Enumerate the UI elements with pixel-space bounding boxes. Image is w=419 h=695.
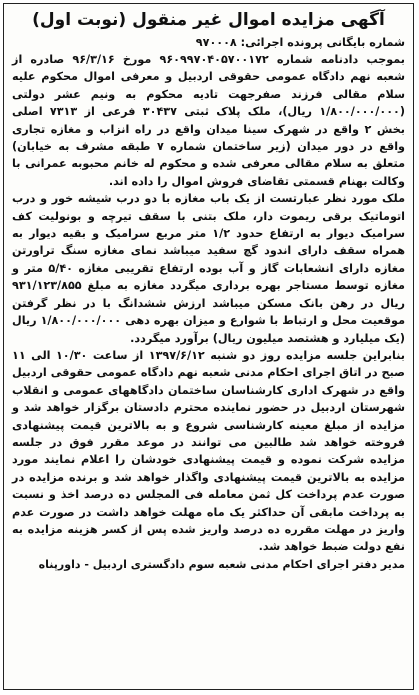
notice-paragraph-property-description: ملک مورد نظر عبارتست از یک باب مغازه با دو درب شیشه خور و درب اتوماتیک برقی ریموت دار، ملک بتنی با سقف تیرچه و بونولیت کف سرامیک دیوار به ارتفاع حدود ۱/۲ متر مربع سرامیک و بقیه دیوار به همراه سقف دارای اندود گچ سفید میباشد نمای مغازه سنگ تراورتن مغازه دارای انشعابات گاز و آب بوده ارتفاع تقریبی مغازه ۵/۴۰ متر و مغازه توسط مستاجر بهره برداری میگردد مغازه به مبلغ ۹۳۱/۱۲۳/۸۵۵ ریال در رهن بانک مسکن میباشد ارزش ششدانگ با در نظر گرفتن موقعیت محل و ارتباط با شوارع و میزان بهره دهی ۱/۸۰۰/۰۰۰/۰۰۰ ریال (یک میلیارد و هشتصد میلیون ریال) برآورد میگردد. [12, 192, 406, 345]
notice-title: آگهی مزایده اموال غیر منقول (نوبت اول) [32, 10, 385, 30]
notice-paragraph-auction-terms: بنابراین جلسه مزایده روز دو شنبه ۱۳۹۷/۶/۱۲ از ساعت ۱۰/۳۰ الی ۱۱ صبح در اتاق اجرای احکام مدنی شعبه نهم دادگاه عمومی حقوقی اردبیل واقع در شهرک اداری کارشناسان ساختمان دادگاههای عمومی و انقلاب شهرستان اردبیل در حضور نماینده محترم دادستان برگزار خواهد شد و مزایده از مبلغ معینه کارشناسی شروع و به بالاترین قیمت پیشنهادی فروخته خواهد شد طالبین می توانند در موعد مقرر فوق در جلسه مزایده شرکت نموده و قیمت پیشنهادی خودشان را اعلام نمایند مورد مزایده به بالاترین قیمت پیشنهادی واگذار خواهد شد و برنده مزایده در صورت عدم پرداخت کل ثمن معامله فی المجلس ده درصد اخذ و نسبت به پرداخت مابقی آن حداکثر یک ماه مهلت خواهد داشت در صورت عدم واریز در مهلت مقرره ده درصد واریز شده پس از کسر هزینه مزایده به نفع دولت ضبط خواهد شد. [12, 348, 405, 554]
file-number: شماره بایگانی پرونده اجرائی: ۹۷۰۰۰۸ [195, 36, 405, 49]
notice-paragraph-verdict: بموجب دادنامه شماره ۹۶۰۹۹۷۰۴۰۵۷۰۰۱۷۲ مورخ ۹۶/۳/۱۶ صادره از شعبه نهم دادگاه عمومی حقوقی اردبیل و معرفی اموال محکوم علیه سلام مقالی فرزند صفرجهت تادیه محکوم به ونیم عشر دولتی (۱/۸۰۰/۰۰۰/۰۰۰ ریال)، ملک پلاک ثبتی ۳۰۴۳۷ فرعی از ۷۳۱۳ اصلی بخش ۲ واقع در شهرک سینا میدان واقع در راه انزاب و مغازه تجاری واقع در دور میدان (زیر ساختمان شماره ۷ طبقه مشرف به خیابان) متعلق به سلام مقالی معرفی شده و محکوم له خانم محبوبه عمرانی با وکالت بهنام قسمتی تقاضای فروش اموال را داده اند. [12, 53, 406, 188]
signature-line: مدیر دفتر اجرای احکام مدنی شعبه سوم دادگستری اردبیل - داورپناه [38, 557, 405, 571]
auction-notice [3, 3, 414, 690]
